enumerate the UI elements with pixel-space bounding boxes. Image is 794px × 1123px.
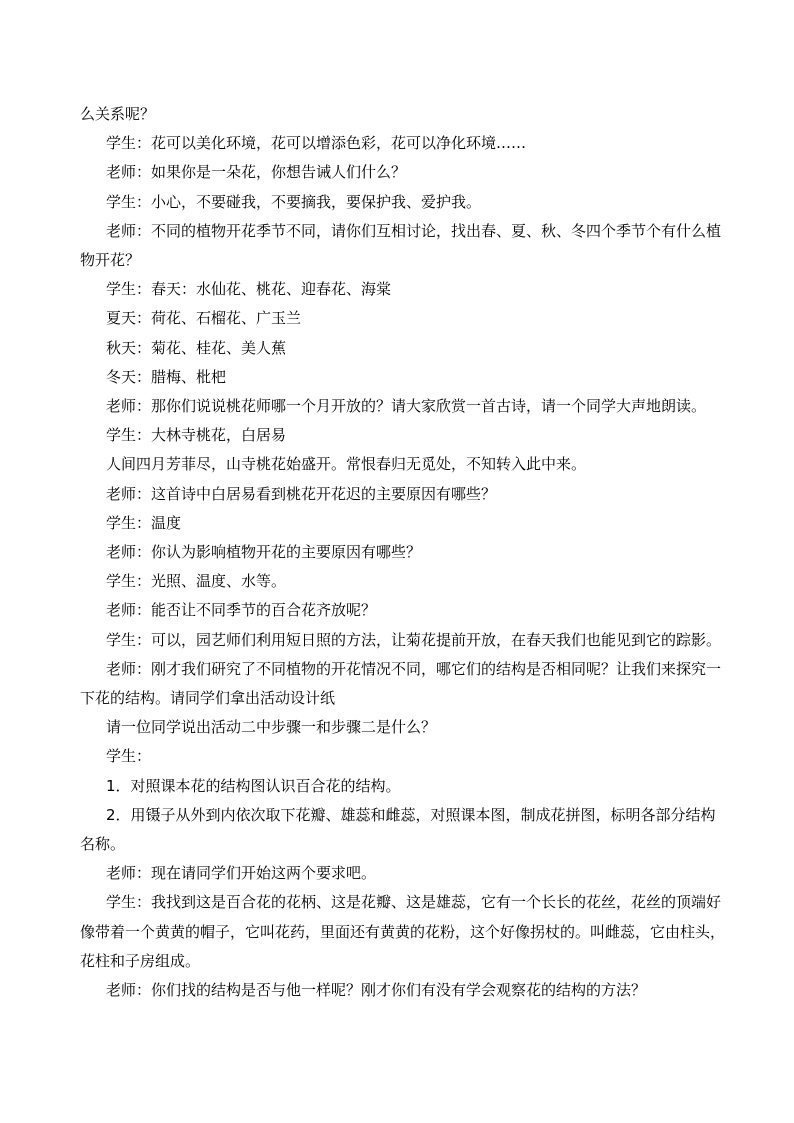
paragraph-line: 学生： [106, 747, 152, 766]
paragraph-line: 学生：花可以美化环境，花可以增添色彩，花可以净化环境…… [106, 134, 527, 153]
paragraph-line: 老师：能否让不同季节的百合花齐放呢？ [106, 601, 377, 620]
paragraph-line: 么关系呢？ [80, 105, 156, 123]
paragraph-line: 请一位同学说出活动二中步骤一和步骤二是什么？ [106, 718, 437, 737]
paragraph-line: 夏天：荷花、石榴花、广玉兰 [106, 309, 302, 328]
paragraph-line: 花柱和子房组成。 [80, 951, 201, 970]
paragraph-line: 老师：不同的植物开花季节不同，请你们互相讨论，找出春、夏、秋、冬四个季节个有什么植 [106, 221, 722, 240]
paragraph-line: 老师：那你们说说桃花师哪一个月开放的？请大家欣赏一首古诗，请一个同学大声地朗读。 [106, 397, 707, 416]
paragraph-line: 物开花？ [80, 251, 141, 270]
paragraph-line: 老师：刚才我们研究了不同植物的开花情况不同，哪它们的结构是否相同呢？让我们来探究一 [106, 659, 722, 678]
paragraph-line: 学生：可以，园艺师们利用短日照的方法，让菊花提前开放，在春天我们也能见到它的踪影。 [106, 630, 722, 649]
document-body [80, 100, 730, 1005]
paragraph-line: 人间四月芳菲尽，山寺桃花始盛开。常恨春归无觅处，不知转入此中来。 [106, 455, 587, 474]
paragraph-line: 像带着一个黄黄的帽子，它叫花药，里面还有黄黄的花粉，这个好像拐杖的。叫雌蕊，它由柱头， [80, 922, 726, 941]
paragraph-line: 学生：温度 [106, 513, 182, 532]
paragraph-line: 老师：如果你是一朵花，你想告诫人们什么？ [106, 163, 407, 182]
paragraph-line: 学生：光照、温度、水等。 [106, 572, 287, 591]
paragraph-line: 老师：现在请同学们开始这两个要求吧。 [106, 864, 377, 883]
paragraph-line: 秋天：菊花、桂花、美人蕉 [106, 338, 287, 357]
paragraph-line: 下花的结构。请同学们拿出活动设计纸 [80, 689, 336, 708]
paragraph-line: 老师：你认为影响植物开花的主要原因有哪些？ [106, 543, 422, 562]
paragraph-line: 2．用镊子从外到内依次取下花瓣、雄蕊和雌蕊，对照课本图，制成花拼图，标明各部分结构 [106, 805, 716, 824]
paragraph-line: 名称。 [80, 835, 126, 854]
paragraph-line: 老师：这首诗中白居易看到桃花开花迟的主要原因有哪些？ [106, 484, 497, 503]
paragraph-line: 老师：你们找的结构是否与他一样呢？刚才你们有没有学会观察花的结构的方法？ [106, 981, 647, 1000]
paragraph-line: 学生：我找到这是百合花的花柄、这是花瓣、这是雄蕊，它有一个长长的花丝，花丝的顶端好 [106, 893, 722, 912]
paragraph-line: 冬天：腊梅、枇杷 [106, 367, 227, 386]
paragraph-line: 1．对照课本花的结构图认识百合花的结构。 [106, 776, 401, 795]
paragraph-line: 学生：大林寺桃花，白居易 [106, 426, 287, 445]
paragraph-line: 学生：春天：水仙花、桃花、迎春花、海棠 [106, 280, 392, 299]
paragraph-line: 学生：小心，不要碰我，不要摘我，要保护我、爱护我。 [106, 192, 482, 211]
